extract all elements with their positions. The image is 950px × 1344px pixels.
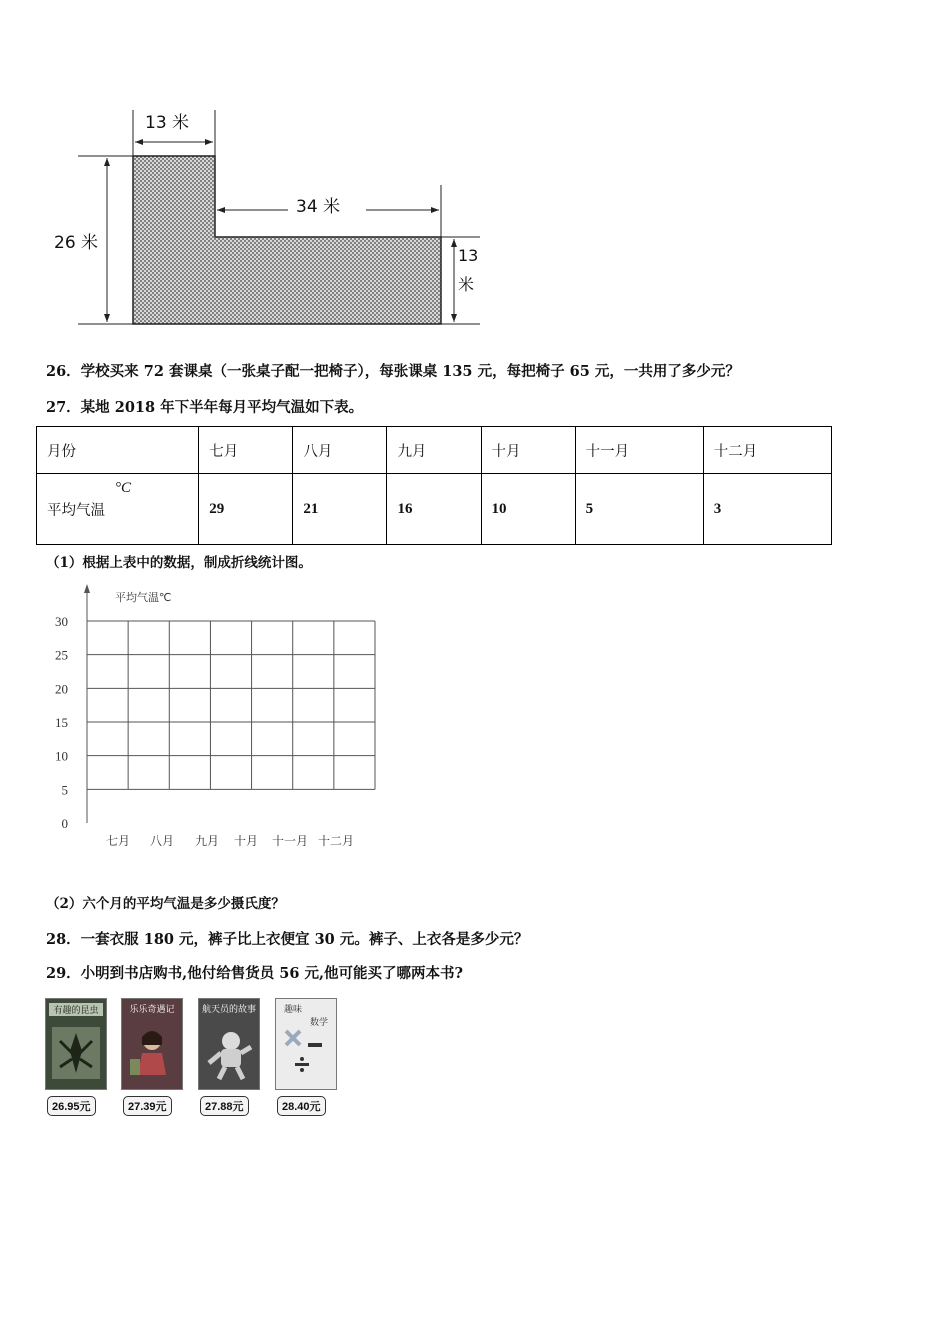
table-cell-value: 5 bbox=[575, 474, 703, 545]
book-title: 乐乐奇遇记 bbox=[129, 1005, 175, 1015]
book-cover bbox=[45, 998, 107, 1090]
unit-label: °C bbox=[115, 480, 132, 496]
table-header-month: 九月 bbox=[387, 427, 481, 474]
astronaut-icon bbox=[199, 1023, 259, 1083]
row-label-text: 平均气温 bbox=[47, 502, 105, 519]
chart-grid-lines bbox=[87, 621, 375, 789]
y-tick-label: 15 bbox=[55, 715, 68, 730]
table-header-month: 十一月 bbox=[575, 427, 703, 474]
middle-dimension-label: 34 米 bbox=[296, 197, 341, 217]
question-27-part-1: （1）根据上表中的数据，制成折线统计图。 bbox=[46, 555, 312, 571]
math-symbols-icon bbox=[276, 1025, 336, 1085]
book-subtitle: 数学 bbox=[309, 1018, 328, 1028]
table-header-label: 月份 bbox=[37, 427, 199, 474]
y-axis-arrow bbox=[84, 584, 90, 593]
book-price: 27.39元 bbox=[123, 1096, 172, 1116]
x-category-label: 十月 bbox=[233, 834, 259, 848]
y-tick-label: 0 bbox=[61, 816, 68, 831]
temperature-table bbox=[36, 426, 832, 545]
right-dimension-label-num: 13 bbox=[458, 246, 479, 265]
y-tick-label: 25 bbox=[55, 647, 68, 663]
table-cell-value: 3 bbox=[703, 474, 831, 545]
table-cell-value: 21 bbox=[293, 474, 387, 545]
book-price: 27.88元 bbox=[200, 1096, 249, 1116]
book-title: 航天员的故事 bbox=[201, 1005, 256, 1015]
table-header-month: 十二月 bbox=[703, 427, 831, 474]
x-category-label: 十一月 bbox=[271, 834, 309, 848]
girl-illustration-icon bbox=[122, 1023, 182, 1083]
l-shape bbox=[133, 156, 441, 324]
chart-tick-labels bbox=[55, 614, 68, 831]
table-value-row bbox=[37, 474, 832, 545]
top-dimension-label: 13 米 bbox=[143, 108, 191, 133]
chart-category-labels bbox=[106, 833, 354, 848]
question-26: 26．学校买来 72 套课桌（一张桌子配一把椅子），每张课桌 135 元，每把椅子 65 元，一共用了多少元？ bbox=[46, 363, 740, 380]
question-28: 28．一套衣服 180 元，裤子比上衣便宜 30 元。裤子、上衣各是多少元？ bbox=[46, 931, 529, 948]
x-category-label: 十二月 bbox=[317, 834, 355, 848]
book-price: 26.95元 bbox=[47, 1096, 96, 1116]
table-cell-value: 10 bbox=[481, 474, 575, 545]
table-cell-value: 29 bbox=[199, 474, 293, 545]
question-29: 29．小明到书店购书,他付给售货员 56 元,他可能买了哪两本书? bbox=[46, 965, 464, 982]
question-27-part-2: （2）六个月的平均气温是多少摄氏度？ bbox=[46, 896, 285, 912]
book-title: 趣味 bbox=[284, 1005, 303, 1015]
book-title: 有趣的昆虫 bbox=[49, 1003, 103, 1016]
y-tick-label: 20 bbox=[55, 681, 68, 697]
l-shape-figure bbox=[40, 100, 490, 340]
book-cover bbox=[121, 998, 183, 1090]
y-tick-label: 10 bbox=[55, 748, 68, 764]
book-cover bbox=[275, 998, 337, 1090]
table-header-month: 七月 bbox=[199, 427, 293, 474]
book-cover bbox=[198, 998, 260, 1090]
table-header-month: 十月 bbox=[481, 427, 575, 474]
table-row-label bbox=[37, 474, 199, 545]
question-27: 27．某地 2018 年下半年每月平均气温如下表。 bbox=[46, 399, 364, 416]
book-price: 28.40元 bbox=[277, 1096, 326, 1116]
table-header-row bbox=[37, 427, 832, 474]
chart-y-label: 平均气温℃ bbox=[115, 591, 172, 604]
insect-icon bbox=[46, 1023, 106, 1083]
right-dimension-label-unit: 米 bbox=[458, 272, 474, 295]
line-chart-grid bbox=[40, 580, 380, 860]
x-category-label: 八月 bbox=[149, 834, 175, 848]
x-category-label: 九月 bbox=[194, 834, 220, 848]
left-dimension-label: 26 米 bbox=[54, 226, 98, 255]
x-category-label: 七月 bbox=[105, 834, 131, 848]
y-tick-label: 30 bbox=[55, 614, 68, 629]
table-cell-value: 16 bbox=[387, 474, 481, 545]
table-header-month: 八月 bbox=[293, 427, 387, 474]
y-tick-label: 5 bbox=[61, 782, 68, 798]
